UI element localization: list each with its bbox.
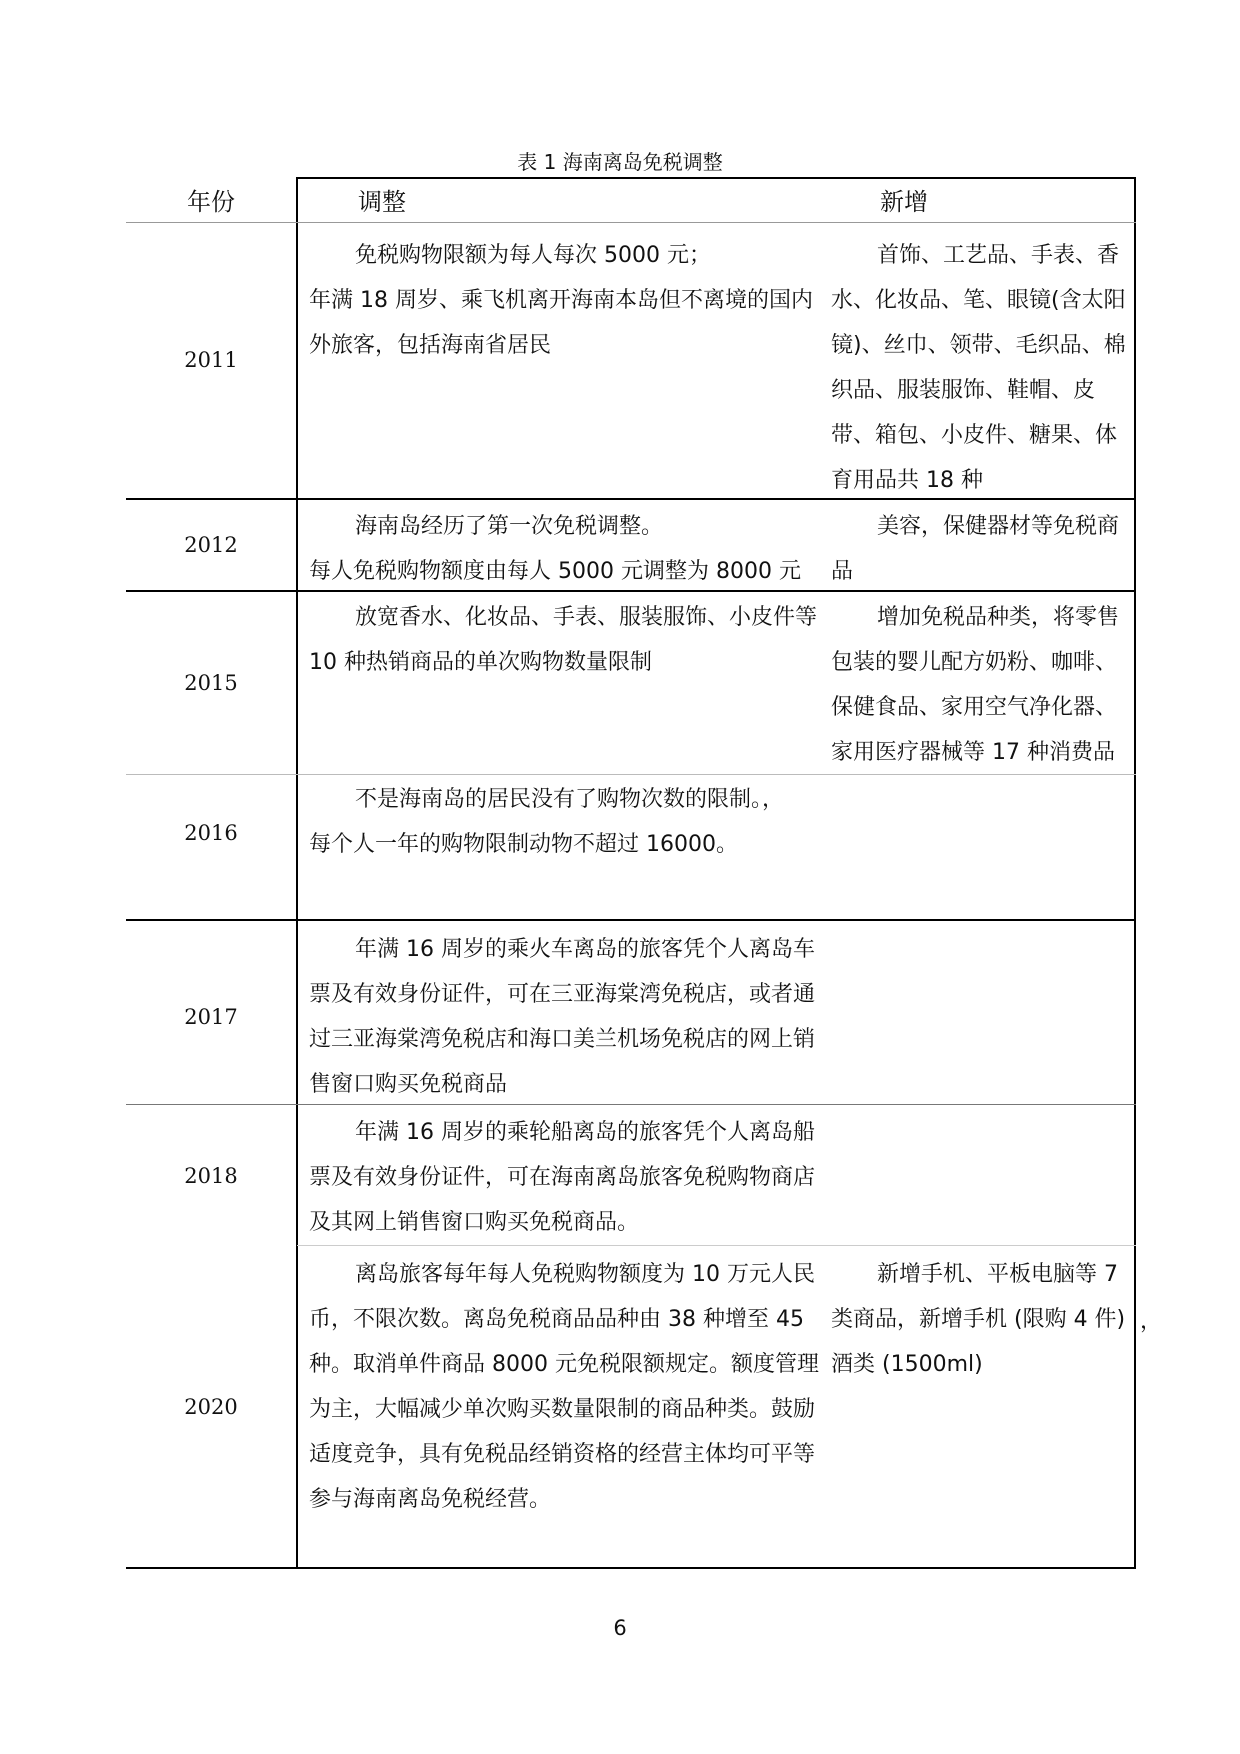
adjust-text: 年满 16 周岁的乘火车离岛的旅客凭个人离岛车票及有效身份证件，可在三亚海棠湾免税店，或者通过三亚海棠湾免税店和海口美兰机场免税店的网上销售窗口购买免税商品 (309, 937, 816, 1097)
adjust-text: 海南岛经历了第一次免税调整。 (355, 514, 664, 539)
new-text: 新增手机、平板电脑等 7 类商品，新增手机 (限购 4 件) (831, 1262, 1126, 1332)
table-right-border (1134, 177, 1136, 1569)
new-cell (831, 595, 1131, 775)
adjust-text: 每个人一年的购物限制动物不超过 16000。 (309, 832, 738, 857)
adjust-text: 每人免税购物额度由每人 5000 元调整为 8000 元 (309, 559, 801, 584)
adjust-text: 年满 16 周岁的乘轮船离岛的旅客凭个人离岛船票及有效身份证件，可在海南离岛旅客免税购物商店及其网上销售窗口购买免税商品。 (309, 1120, 816, 1235)
adjust-cell (309, 1252, 819, 1522)
stray-comma: ， (1140, 1309, 1163, 1334)
year-cell: 2017 (184, 1005, 238, 1029)
page-number: 6 (613, 1616, 627, 1640)
adjust-text: 离岛旅客每年每人免税购物额度为 10 万元人民币，不限次数。离岛免税商品品种由 38 种增至 45 种。取消单件商品 8000 元免税限额规定。额度管理为主，大幅减少单次购买数量限制的商品种类。鼓励适度竞争，具有免税品经销资格的经营主体均可平等参与海南离岛免税经营。 (309, 1262, 819, 1512)
adjust-text: 不是海南岛的居民没有了购物次数的限制。， (355, 787, 785, 812)
adjust-cell (309, 777, 819, 867)
row-divider (297, 1245, 1136, 1246)
adjust-text: 放宽香水、化妆品、手表、服装服饰、小皮件等 10 种热销商品的单次购物数量限制 (309, 605, 818, 675)
adjust-cell (309, 233, 819, 368)
year-cell: 2015 (184, 671, 238, 695)
row-divider (126, 222, 1136, 223)
year-cell: 2011 (184, 348, 238, 372)
adjust-cell (309, 927, 819, 1107)
adjust-cell (309, 595, 819, 685)
new-text: 美容，保健器材等免税商品 (831, 514, 1120, 584)
adjust-text: 年满 18 周岁、乘飞机离开海南本岛但不离境的国内外旅客，包括海南省居民 (309, 288, 813, 358)
table-top-border (297, 177, 1136, 179)
year-cell: 2012 (184, 533, 238, 557)
table-bottom-border (126, 1567, 1136, 1569)
adjust-cell (309, 1110, 819, 1245)
row-divider (126, 919, 1136, 921)
new-cell (831, 504, 1131, 594)
new-text: 增加免税品种类，将零售包装的婴儿配方奶粉、咖啡、保健食品、家用空气净化器、家用医疗器械等 17 种消费品 (831, 605, 1120, 765)
new-text: 首饰、工艺品、手表、香水、化妆品、笔、眼镜(含太阳镜)、丝巾、领带、毛织品、棉织品、服装服饰、鞋帽、皮带、箱包、小皮件、糖果、体育用品共 18 种 (831, 243, 1126, 493)
adjust-text: 免税购物限额为每人每次 5000 元； (355, 243, 711, 268)
adjust-cell (309, 504, 819, 594)
header-adjust: 调整 (358, 188, 406, 216)
year-cell: 2016 (184, 821, 238, 845)
new-text: 酒类 (1500ml) (831, 1352, 983, 1377)
duty-free-table (126, 177, 1163, 1569)
new-cell (831, 1252, 1131, 1387)
header-new: 新增 (880, 188, 928, 216)
table-caption: 表 1 海南离岛免税调整 (517, 150, 723, 174)
table-left-divider (296, 177, 298, 1569)
new-cell (831, 233, 1131, 503)
year-cell: 2018 (184, 1164, 238, 1188)
year-cell: 2020 (184, 1395, 238, 1419)
header-year: 年份 (187, 188, 235, 216)
